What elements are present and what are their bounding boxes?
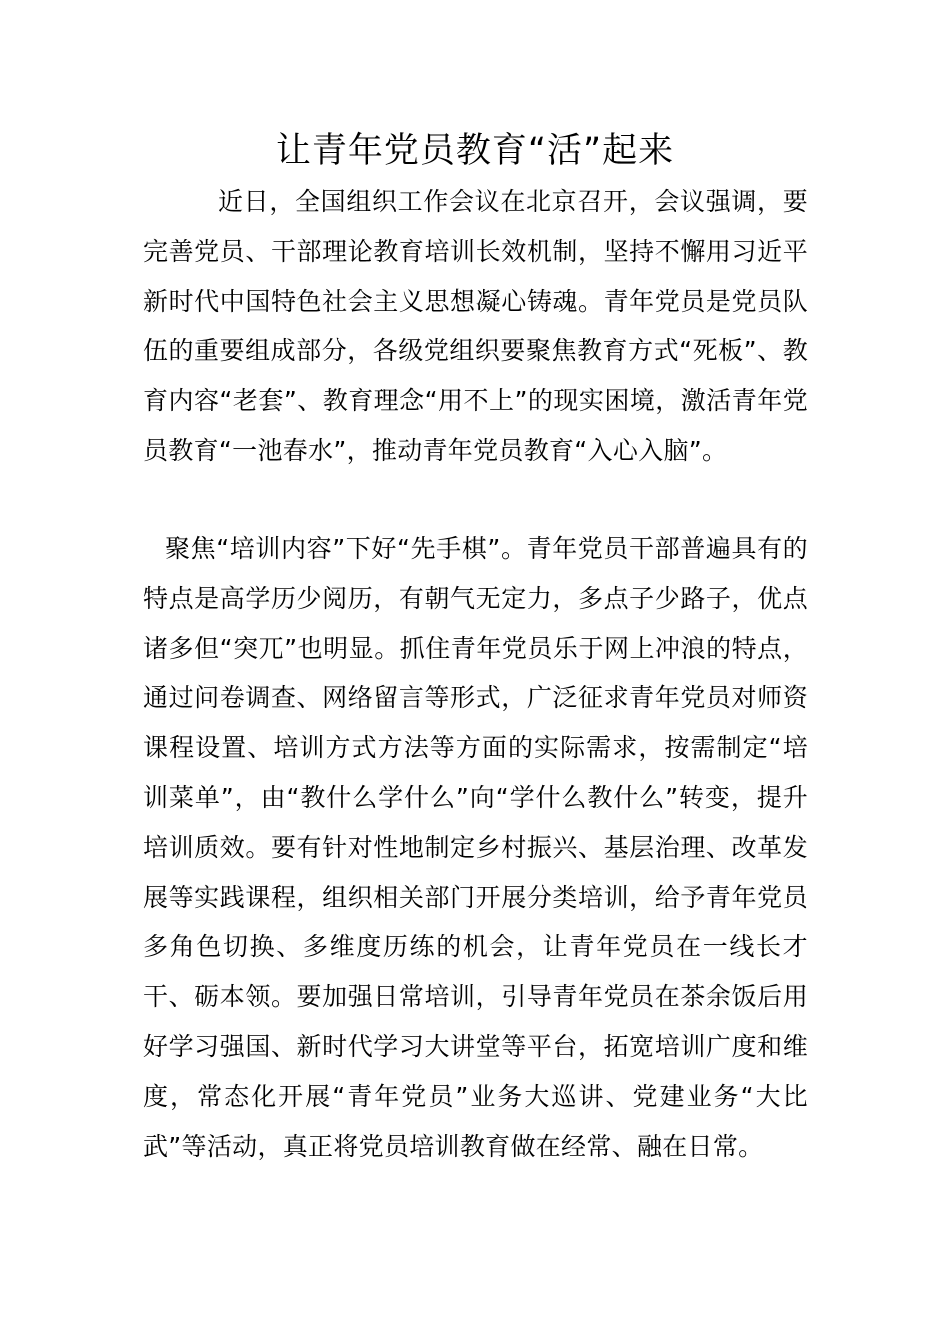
document-title: 让青年党员教育“活”起来 [275, 131, 675, 171]
paragraph-training-content: 聚焦“培训内容”下好“先手棋”。青年党员干部普遍具有的特点是高学历少阅历，有朝气无定力，多点子少路子，优点诸多但“突兀”也明显。抓住青年党员乐于网上冲浪的特点，通过问卷调查、网络留言等形式，广泛征求青年党员对师资课程设置、培训方式方法等方面的实际需求，按需制定“培训菜单”，由“教什么学什么”向“学什么教什么”转变，提升培训质效。要有针对性地制定乡村振兴、基层治理、改革发展等实践课程，组织相关部门开展分类培训，给予青年党员多角色切换、多维度历练的机会，让青年党员在一线长才干、砺本领。要加强日常培训，引导青年党员在茶余饭后用好学习强国、新时代学习大讲堂等平台，拓宽培训广度和维度，常态化开展“青年党员”业务大巡讲、党建业务“大比武”等活动，真正将党员培训教育做在经常、融在日常。 [143, 534, 808, 1161]
paragraph-intro: 近日，全国组织工作会议在北京召开，会议强调，要完善党员、干部理论教育培训长效机制，坚持不懈用习近平新时代中国特色社会主义思想凝心铸魂。青年党员是党员队伍的重要组成部分，各级党组织要聚焦教育方式“死板”、教育内容“老套”、教育理念“用不上”的现实困境，激活青年党员教育“一池春水”，推动青年党员教育“入心入脑”。 [143, 187, 808, 465]
